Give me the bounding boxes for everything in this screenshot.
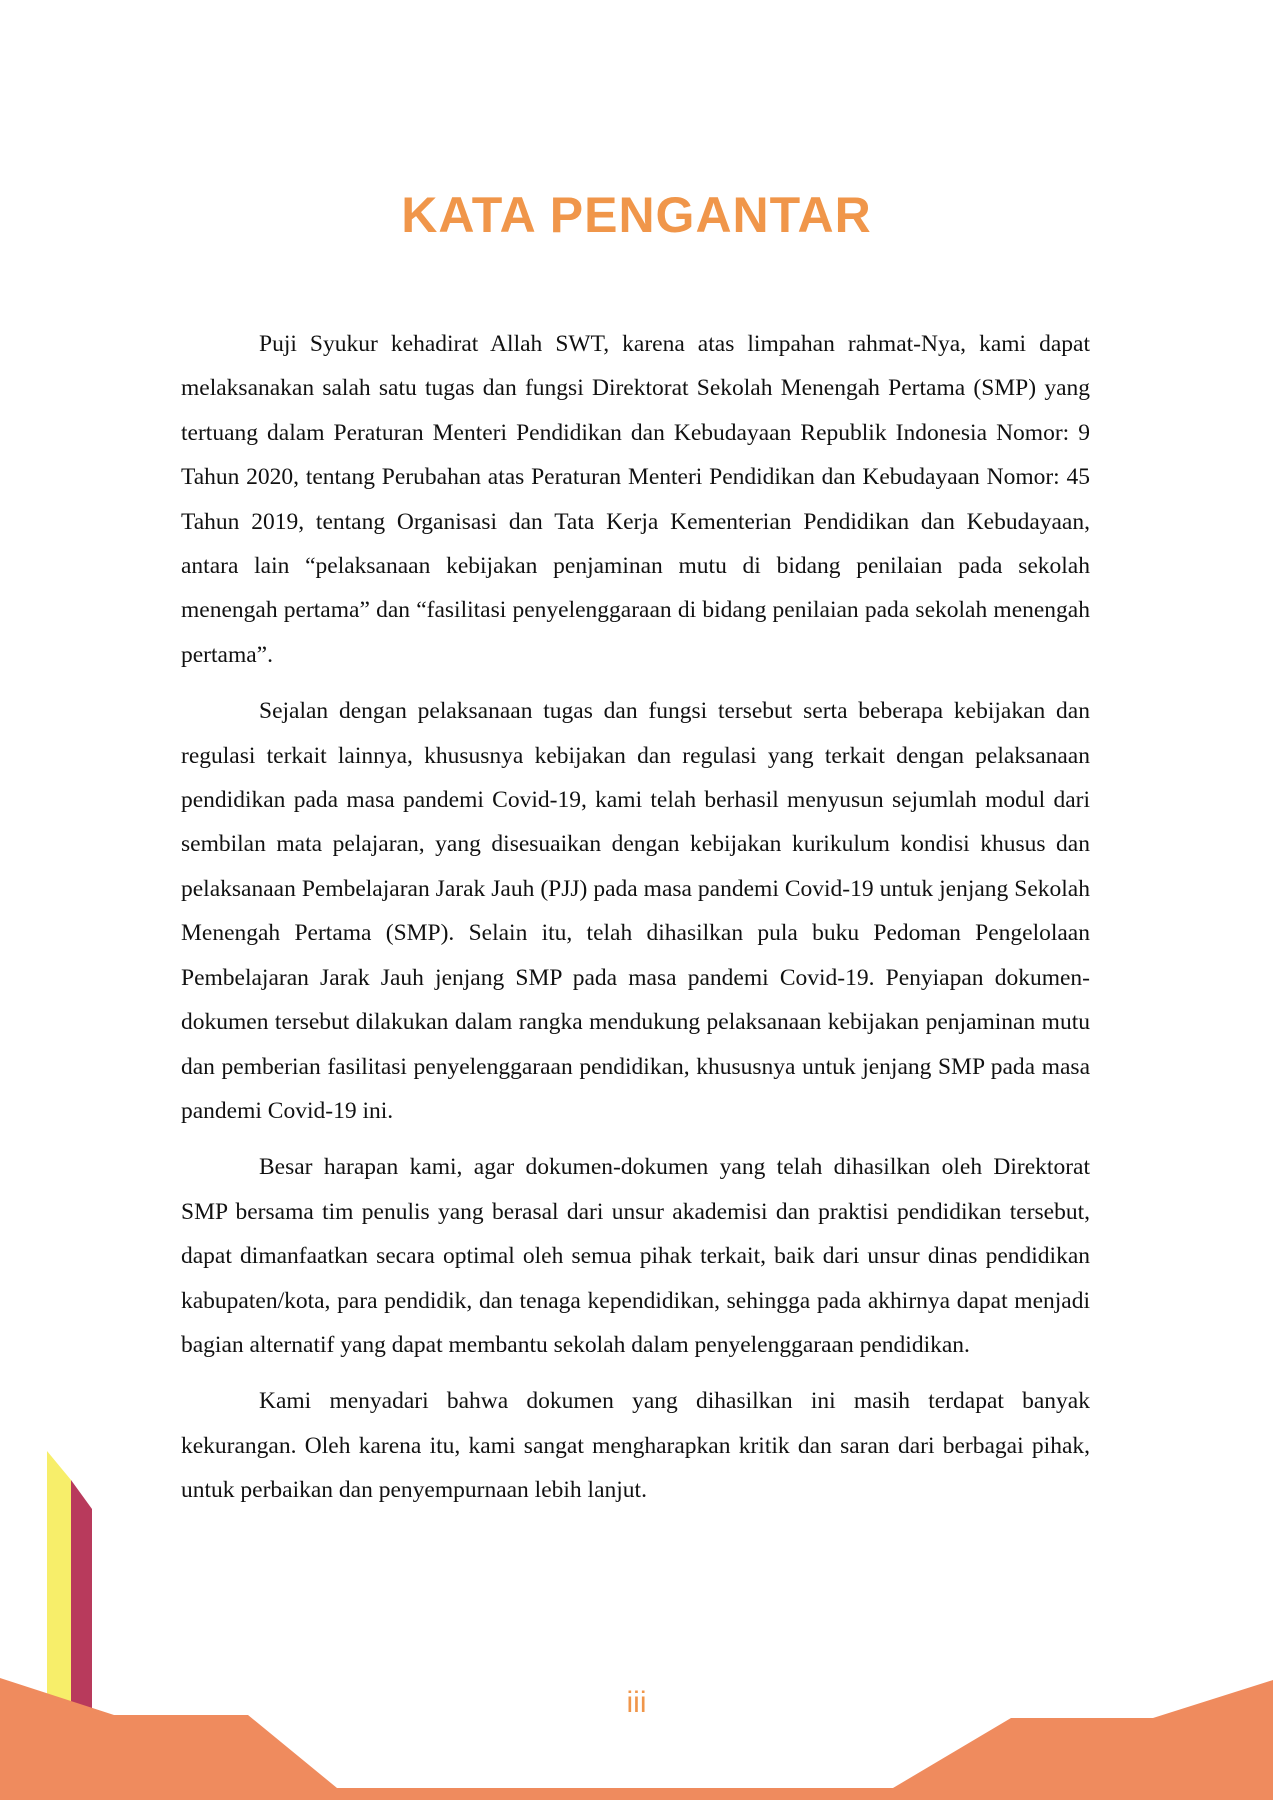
page-number: iii — [626, 1686, 647, 1719]
page-title: KATA PENGANTAR — [401, 187, 872, 243]
document-body — [181, 322, 1090, 1525]
paragraph: Besar harapan kami, agar dokumen-dokumen yang telah dihasilkan oleh Direktorat SMP bersama tim penulis yang berasal dari unsur akademisi dan praktisi pendidikan tersebut, dapat dimanfaatkan secara optimal oleh semua pihak terkait, baik dari unsur dinas pendidikan kabupaten/kota, para pendidik, dan tenaga kependidikan, sehingga pada akhirnya dapat menjadi bagian alternatif yang dapat membantu sekolah dalam penyelenggaraan pendidikan. — [181, 1154, 1090, 1358]
paragraph: Puji Syukur kehadirat Allah SWT, karena atas limpahan rahmat-Nya, kami dapat melaksanakan salah satu tugas dan fungsi Direktorat Sekolah Menengah Pertama (SMP) yang tertuang dalam Peraturan Menteri Pendidikan dan Kebudayaan Republik Indonesia Nomor: 9 Tahun 2020, tentang Perubahan atas Peraturan Menteri Pendidikan dan Kebudayaan Nomor: 45 Tahun 2019, tentang Organisasi dan Tata Kerja Kementerian Pendidikan dan Kebudayaan, antara lain “pelaksanaan kebijakan penjaminan mutu di bidang penilaian pada sekolah menengah pertama” dan “fasilitasi penyelenggaraan di bidang penilaian pada sekolah menengah pertama”. — [181, 331, 1090, 668]
paragraph: Kami menyadari bahwa dokumen yang dihasilkan ini masih terdapat banyak kekurangan. Oleh karena itu, kami sangat mengharapkan kritik dan saran dari berbagai pihak, untuk perbaikan dan penyempurnaan lebih lanjut. — [181, 1388, 1090, 1504]
paragraph: Sejalan dengan pelaksanaan tugas dan fungsi tersebut serta beberapa kebijakan dan regulasi terkait lainnya, khususnya kebijakan dan regulasi yang terkait dengan pelaksanaan pendidikan pada masa pandemi Covid-19, kami telah berhasil menyusun sejumlah modul dari sembilan mata pelajaran, yang disesuaikan dengan kebijakan kurikulum kondisi khusus dan pelaksanaan Pembelajaran Jarak Jauh (PJJ) pada masa pandemi Covid-19 untuk jenjang Sekolah Menengah Pertama (SMP). Selain itu, telah dihasilkan pula buku Pedoman Pengelolaan Pembelajaran Jarak Jauh jenjang SMP pada masa pandemi Covid-19. Penyiapan dokumen-dokumen tersebut dilakukan dalam rangka mendukung pelaksanaan kebijakan penjaminan mutu dan pemberian fasilitasi penyelenggaraan pendidikan, khususnya untuk jenjang SMP pada masa pandemi Covid-19 ini. — [181, 698, 1090, 1124]
